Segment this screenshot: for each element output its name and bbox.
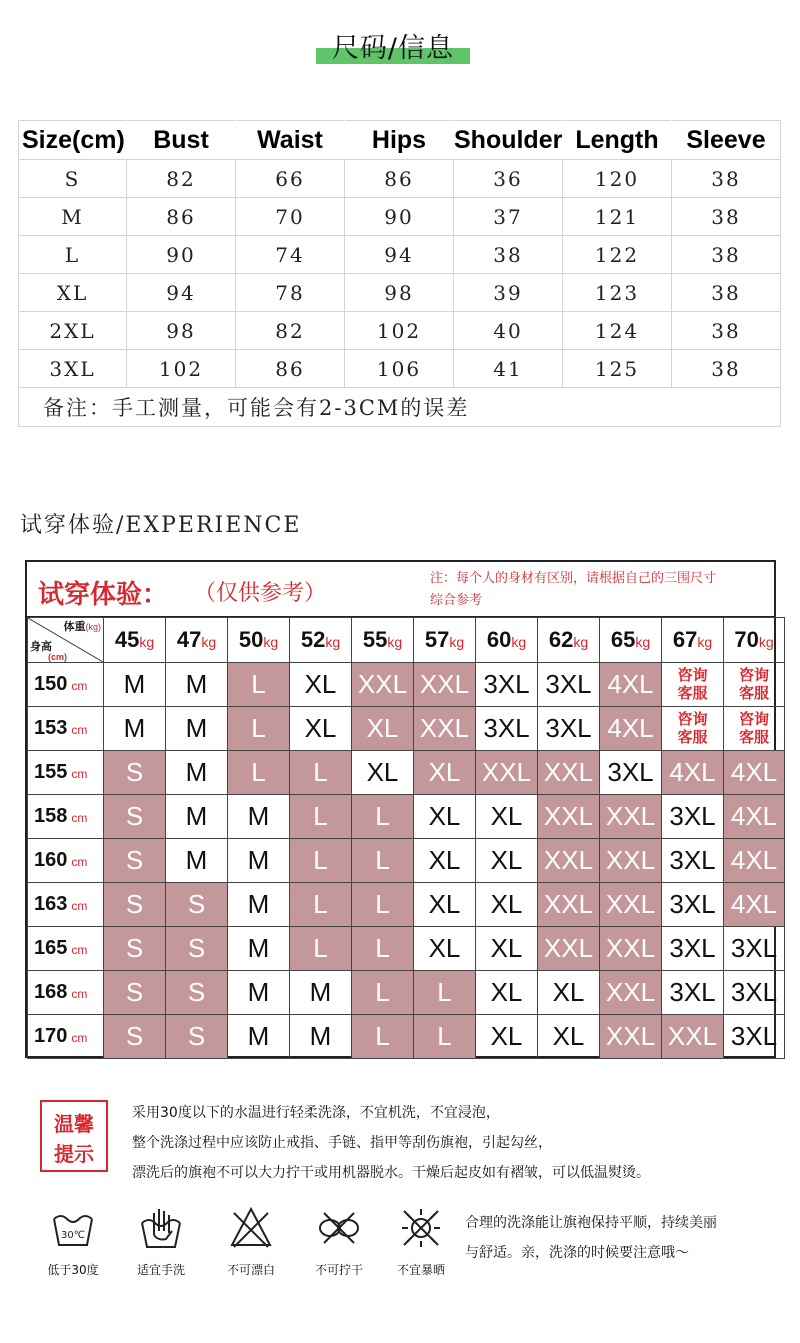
- fit-size-cell: S: [166, 883, 228, 927]
- fit-size-cell: 4XL: [724, 795, 785, 839]
- fit-size-cell: XXL: [600, 971, 662, 1015]
- fit-size-cell: XXL: [538, 795, 600, 839]
- size-table-cell: 2XL: [19, 312, 127, 350]
- no-sun-dry-icon: [398, 1205, 444, 1251]
- fit-size-cell: L: [352, 839, 414, 883]
- weight-unit: kg: [697, 634, 713, 650]
- fit-size-cell: XL: [290, 707, 352, 751]
- fit-size-cell: S: [104, 1015, 166, 1059]
- weight-value: 67: [672, 627, 698, 652]
- fit-size-cell: XL: [476, 839, 538, 883]
- weight-header: [724, 618, 785, 663]
- weight-value: 70: [734, 627, 759, 652]
- fit-size-cell: M: [166, 839, 228, 883]
- size-table-cell: 38: [454, 236, 563, 274]
- fit-size-cell: S: [104, 927, 166, 971]
- fit-table-row: [28, 795, 785, 839]
- size-table-cell: 38: [672, 160, 781, 198]
- fit-size-cell: XL: [352, 751, 414, 795]
- fit-size-cell: M: [228, 927, 290, 971]
- size-table-header: Length: [563, 121, 672, 160]
- size-table-cell: 66: [236, 160, 345, 198]
- weight-header: [476, 618, 538, 663]
- fit-size-cell: M: [228, 1015, 290, 1059]
- size-table-cell: XL: [19, 274, 127, 312]
- care-label: 不宜暴晒: [396, 1263, 445, 1277]
- fit-size-cell: XXL: [414, 707, 476, 751]
- fit-size-cell: M: [290, 971, 352, 1015]
- fit-table-row: [28, 707, 785, 751]
- fit-size-cell: XL: [476, 971, 538, 1015]
- care-note: [465, 1208, 717, 1268]
- page-title: 尺码/信息: [331, 33, 455, 64]
- fit-size-cell: L: [352, 1015, 414, 1059]
- size-table-cell: 106: [345, 350, 454, 388]
- height-unit: cm: [71, 899, 88, 913]
- size-table-header: Size(cm): [19, 121, 127, 160]
- fit-size-cell: L: [352, 971, 414, 1015]
- weight-unit: kg: [325, 634, 341, 650]
- fit-size-cell: M: [166, 663, 228, 707]
- wash-30-icon: [50, 1205, 96, 1251]
- warm-tip-badge: [40, 1100, 108, 1172]
- size-table-cell: 38: [672, 274, 781, 312]
- fit-size-cell: L: [352, 883, 414, 927]
- care-note-line1: 合理的洗涤能让旗袍保持平顺，持续美丽: [465, 1215, 717, 1231]
- weight-unit: kg: [449, 634, 465, 650]
- height-header: [28, 839, 104, 883]
- size-table-note-row: [19, 388, 781, 427]
- weight-value: 65: [610, 627, 636, 652]
- weight-unit: kg: [511, 634, 527, 650]
- fit-table-row: [28, 927, 785, 971]
- fit-size-cell: XXL: [600, 1015, 662, 1059]
- fit-size-cell: XXL: [662, 1015, 724, 1059]
- washing-tip-line: 采用30度以下的水温进行轻柔洗涤，不宜机洗，不宜浸泡，: [132, 1105, 500, 1121]
- size-table-cell: 102: [345, 312, 454, 350]
- fit-size-cell: L: [228, 663, 290, 707]
- fit-size-cell: 3XL: [662, 839, 724, 883]
- fit-size-cell: XXL: [538, 839, 600, 883]
- warm-tip-badge-line1: 温馨: [54, 1112, 94, 1136]
- fit-table-row: [28, 663, 785, 707]
- fit-size-cell: M: [166, 707, 228, 751]
- size-table-cell: 120: [563, 160, 672, 198]
- fit-size-cell: XXL: [476, 751, 538, 795]
- fit-table: [27, 617, 785, 1059]
- experience-title: 试穿体验：: [38, 580, 169, 610]
- fit-size-cell: XL: [476, 927, 538, 971]
- fit-size-cell: XL: [290, 663, 352, 707]
- height-header: [28, 883, 104, 927]
- height-value: 165: [34, 937, 68, 959]
- fit-size-cell: 3XL: [662, 927, 724, 971]
- size-table-cell: 98: [127, 312, 236, 350]
- fit-size-cell: M: [228, 883, 290, 927]
- size-table-header: Bust: [127, 121, 236, 160]
- size-table-cell: 38: [672, 198, 781, 236]
- fit-size-cell: XL: [476, 1015, 538, 1059]
- washing-tip-line: 漂洗后的旗袍不可以大力拧干或用机器脱水。干燥后起皮如有褶皱，可以低温熨烫。: [132, 1165, 650, 1181]
- fit-size-cell: S: [166, 971, 228, 1015]
- fit-size-cell: 4XL: [600, 663, 662, 707]
- fit-size-cell: XXL: [352, 663, 414, 707]
- fit-table-row: [28, 839, 785, 883]
- fit-size-cell: S: [104, 795, 166, 839]
- fit-size-cell: 3XL: [538, 663, 600, 707]
- fit-size-cell: S: [104, 839, 166, 883]
- size-table-header: Sleeve: [672, 121, 781, 160]
- no-wring-icon: [316, 1205, 362, 1251]
- weight-header: [662, 618, 724, 663]
- fit-size-cell: M: [290, 1015, 352, 1059]
- corner-height-label: 身高: [30, 641, 52, 653]
- height-unit: cm: [71, 767, 88, 781]
- fit-size-cell: L: [290, 795, 352, 839]
- washing-tips: [132, 1098, 650, 1188]
- fit-size-cell: 咨询 客服: [662, 707, 724, 751]
- size-table-row: [19, 236, 781, 274]
- size-table-cell: 94: [127, 274, 236, 312]
- care-label: 不可拧干: [314, 1263, 363, 1277]
- care-label: 低于30度: [47, 1263, 99, 1277]
- size-table-cell: 78: [236, 274, 345, 312]
- size-table-cell: 122: [563, 236, 672, 274]
- height-unit: cm: [71, 987, 88, 1001]
- weight-value: 57: [424, 627, 450, 652]
- care-label: 不可漂白: [226, 1263, 275, 1277]
- weight-header: [600, 618, 662, 663]
- size-table-cell: 82: [127, 160, 236, 198]
- experience-note-line1: 注：每个人的身材有区别，请根据自己的三围尺寸: [430, 571, 717, 586]
- fit-size-cell: XXL: [538, 883, 600, 927]
- washing-tip-line: 整个洗涤过程中应该防止戒指、手链、指甲等刮伤旗袍，引起勾丝，: [132, 1135, 552, 1151]
- fit-size-cell: 4XL: [724, 839, 785, 883]
- size-table-cell: 37: [454, 198, 563, 236]
- fit-size-cell: 4XL: [724, 883, 785, 927]
- experience-note-line2: 综合参考: [430, 593, 483, 608]
- weight-unit: kg: [635, 634, 651, 650]
- fit-size-cell: XL: [414, 751, 476, 795]
- size-table-cell: 41: [454, 350, 563, 388]
- fit-size-cell: XL: [352, 707, 414, 751]
- height-value: 170: [34, 1025, 68, 1047]
- wash-temp-label: 30℃: [61, 1230, 85, 1241]
- hand-wash-icon: [138, 1205, 184, 1251]
- fit-size-cell: XXL: [600, 883, 662, 927]
- size-table-row: [19, 350, 781, 388]
- fit-size-cell: 4XL: [662, 751, 724, 795]
- height-value: 150: [34, 673, 68, 695]
- height-unit: cm: [71, 679, 88, 693]
- fit-size-cell: XL: [414, 795, 476, 839]
- weight-unit: kg: [201, 634, 217, 650]
- weight-value: 55: [362, 627, 388, 652]
- size-table-cell: 90: [345, 198, 454, 236]
- fit-size-cell: 3XL: [662, 883, 724, 927]
- size-table-cell: L: [19, 236, 127, 274]
- size-table-header-row: [19, 121, 781, 160]
- experience-subtitle: （仅供参考）: [194, 581, 327, 606]
- size-table-cell: 39: [454, 274, 563, 312]
- size-table-cell: 86: [345, 160, 454, 198]
- fit-size-cell: M: [104, 663, 166, 707]
- height-value: 158: [34, 805, 68, 827]
- size-table-row: [19, 198, 781, 236]
- weight-unit: kg: [573, 634, 589, 650]
- weight-value: 47: [176, 627, 202, 652]
- care-note-line2: 与舒适。亲，洗涤的时候要注意哦～: [465, 1245, 689, 1261]
- weight-header: [538, 618, 600, 663]
- size-table-cell: 125: [563, 350, 672, 388]
- height-unit: cm: [71, 723, 88, 737]
- fit-size-cell: 3XL: [538, 707, 600, 751]
- fit-size-cell: XXL: [600, 927, 662, 971]
- fit-table-row: [28, 971, 785, 1015]
- weight-header: [290, 618, 352, 663]
- fit-size-cell: S: [166, 927, 228, 971]
- weight-header: [228, 618, 290, 663]
- weight-value: 50: [238, 627, 264, 652]
- weight-value: 60: [486, 627, 512, 652]
- fit-size-cell: L: [290, 839, 352, 883]
- size-table-cell: 102: [127, 350, 236, 388]
- height-unit: cm: [71, 855, 88, 869]
- size-table-header: Shoulder: [454, 121, 563, 160]
- size-table-cell: 38: [672, 312, 781, 350]
- weight-unit: kg: [758, 634, 774, 650]
- height-header: [28, 751, 104, 795]
- fit-size-cell: 3XL: [724, 971, 785, 1015]
- fit-size-cell: M: [228, 971, 290, 1015]
- fit-size-cell: L: [414, 971, 476, 1015]
- size-table: [18, 120, 781, 427]
- size-table-cell: 94: [345, 236, 454, 274]
- corner-weight-label: 体重: [63, 621, 86, 633]
- fit-size-cell: M: [166, 751, 228, 795]
- weight-value: 52: [300, 627, 326, 652]
- fit-size-cell: 4XL: [600, 707, 662, 751]
- size-table-cell: 74: [236, 236, 345, 274]
- size-table-cell: 40: [454, 312, 563, 350]
- size-table-cell: 124: [563, 312, 672, 350]
- height-value: 168: [34, 981, 68, 1003]
- fit-size-cell: L: [290, 927, 352, 971]
- size-table-cell: 98: [345, 274, 454, 312]
- size-table-cell: 121: [563, 198, 672, 236]
- fit-size-cell: 3XL: [724, 1015, 785, 1059]
- height-unit: cm: [71, 943, 88, 957]
- fit-size-cell: L: [290, 883, 352, 927]
- fit-size-cell: XL: [414, 883, 476, 927]
- size-table-row: [19, 274, 781, 312]
- experience-note: [430, 568, 770, 612]
- height-header: [28, 707, 104, 751]
- fit-size-cell: M: [166, 795, 228, 839]
- size-table-cell: 86: [127, 198, 236, 236]
- size-table-row: [19, 312, 781, 350]
- weight-unit: kg: [263, 634, 279, 650]
- fit-size-cell: XXL: [600, 795, 662, 839]
- fit-size-cell: XXL: [538, 927, 600, 971]
- height-value: 153: [34, 717, 68, 739]
- fit-size-cell: M: [104, 707, 166, 751]
- weight-value: 62: [548, 627, 574, 652]
- experience-heading: 试穿体验/EXPERIENCE: [20, 513, 302, 538]
- size-table-cell: 90: [127, 236, 236, 274]
- weight-unit: kg: [387, 634, 403, 650]
- weight-header: [352, 618, 414, 663]
- fit-size-cell: XL: [414, 927, 476, 971]
- fit-size-cell: L: [352, 795, 414, 839]
- fit-size-cell: 3XL: [600, 751, 662, 795]
- height-value: 155: [34, 761, 68, 783]
- fit-size-cell: XL: [538, 971, 600, 1015]
- fit-table-row: [28, 751, 785, 795]
- size-table-cell: 70: [236, 198, 345, 236]
- fit-size-cell: S: [104, 883, 166, 927]
- size-table-row: [19, 160, 781, 198]
- fit-size-cell: 3XL: [476, 707, 538, 751]
- weight-header: [414, 618, 476, 663]
- fit-size-cell: XXL: [538, 751, 600, 795]
- warm-tip-badge-line2: 提示: [54, 1142, 94, 1166]
- fit-table-row: [28, 1015, 785, 1059]
- fit-size-cell: 咨询 客服: [724, 707, 785, 751]
- height-value: 163: [34, 893, 68, 915]
- care-label: 适宜手洗: [136, 1263, 185, 1277]
- size-table-cell: 38: [672, 350, 781, 388]
- size-table-cell: 3XL: [19, 350, 127, 388]
- size-table-cell: M: [19, 198, 127, 236]
- fit-size-cell: XL: [476, 883, 538, 927]
- size-table-header: Hips: [345, 121, 454, 160]
- fit-size-cell: 咨询 客服: [724, 663, 785, 707]
- fit-size-cell: XL: [476, 795, 538, 839]
- weight-value: 45: [114, 627, 140, 652]
- size-table-cell: 82: [236, 312, 345, 350]
- height-unit: cm: [71, 1031, 88, 1045]
- height-header: [28, 1015, 104, 1059]
- fit-size-cell: 咨询 客服: [662, 663, 724, 707]
- fit-size-cell: L: [352, 927, 414, 971]
- corner-height-unit: (cm): [48, 652, 68, 662]
- fit-size-cell: L: [290, 751, 352, 795]
- fit-size-cell: L: [228, 751, 290, 795]
- size-table-header: Waist: [236, 121, 345, 160]
- fit-size-cell: L: [228, 707, 290, 751]
- corner-weight-unit: (kg): [85, 622, 101, 632]
- weight-header: [166, 618, 228, 663]
- fit-table-row: [28, 883, 785, 927]
- height-header: [28, 927, 104, 971]
- fit-size-cell: S: [104, 751, 166, 795]
- fit-size-cell: S: [166, 1015, 228, 1059]
- fit-size-cell: 4XL: [724, 751, 785, 795]
- no-bleach-icon: [228, 1205, 274, 1251]
- size-table-cell: 36: [454, 160, 563, 198]
- size-table-cell: 123: [563, 274, 672, 312]
- fit-size-cell: L: [414, 1015, 476, 1059]
- fit-size-cell: XXL: [600, 839, 662, 883]
- fit-size-cell: 3XL: [724, 927, 785, 971]
- fit-size-cell: 3XL: [476, 663, 538, 707]
- fit-table-corner: [28, 618, 104, 663]
- fit-size-cell: XL: [414, 839, 476, 883]
- fit-size-cell: 3XL: [662, 971, 724, 1015]
- fit-size-cell: 3XL: [662, 795, 724, 839]
- height-header: [28, 663, 104, 707]
- size-table-cell: 38: [672, 236, 781, 274]
- fit-size-cell: M: [228, 839, 290, 883]
- size-table-cell: S: [19, 160, 127, 198]
- size-table-cell: 86: [236, 350, 345, 388]
- fit-size-cell: M: [228, 795, 290, 839]
- height-unit: cm: [71, 811, 88, 825]
- weight-unit: kg: [139, 634, 155, 650]
- height-header: [28, 795, 104, 839]
- fit-size-cell: XXL: [414, 663, 476, 707]
- height-header: [28, 971, 104, 1015]
- fit-size-cell: S: [104, 971, 166, 1015]
- fit-size-cell: XL: [538, 1015, 600, 1059]
- size-table-note: 备注：手工测量，可能会有2-3CM的误差: [19, 388, 781, 427]
- height-value: 160: [34, 849, 68, 871]
- weight-header: [104, 618, 166, 663]
